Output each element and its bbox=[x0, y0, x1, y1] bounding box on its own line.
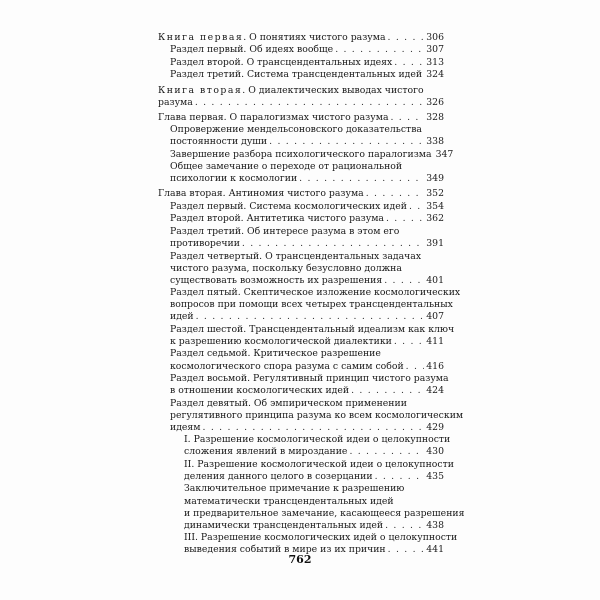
toc-page-number: 354 bbox=[426, 200, 444, 212]
toc-entry-text: Раздел четвертый. О трансцендентальных задачах bbox=[170, 250, 422, 262]
toc-entry-text: Заключительное примечание к разрешению bbox=[184, 483, 405, 495]
toc-page-number: 429 bbox=[426, 421, 444, 433]
toc-entry-text: в отношении космологических идей bbox=[170, 385, 350, 397]
toc-entry bbox=[158, 85, 444, 109]
toc-entry bbox=[158, 226, 444, 250]
toc-entry-text: II. Разрешение космологической идеи о целокупности bbox=[184, 458, 454, 470]
dot-leader bbox=[386, 213, 424, 225]
toc-entry-text: чистого разума, поскольку безусловно должна bbox=[170, 262, 402, 274]
toc-entry bbox=[158, 213, 444, 225]
dot-leader bbox=[388, 32, 425, 44]
dot-leader bbox=[203, 422, 425, 434]
toc-entry-text: Глава первая. О паралогизмах чистого разума bbox=[158, 111, 389, 123]
toc-entry-text: Раздел шестой. Трансцендентальный идеализм как ключ bbox=[170, 323, 455, 335]
dot-leader bbox=[406, 361, 425, 373]
dot-leader bbox=[335, 44, 424, 56]
toc-entry bbox=[158, 251, 444, 287]
toc-entry bbox=[158, 287, 461, 323]
toc-entry-text: математически трансцендентальных идей bbox=[184, 495, 394, 507]
toc-page-number: 338 bbox=[426, 136, 444, 148]
toc-entry bbox=[158, 32, 444, 44]
toc-entry bbox=[158, 161, 444, 185]
page-number: 762 bbox=[288, 553, 312, 566]
toc-entry-text: Раздел второй. О трансцендентальных идеях bbox=[170, 56, 393, 68]
dot-leader bbox=[394, 57, 424, 69]
toc-page-number: 430 bbox=[426, 446, 444, 458]
toc-entry-text: III. Разрешение космологических идей о целокупности bbox=[184, 532, 458, 544]
toc-book-heading: Книга первая bbox=[158, 32, 244, 43]
toc-entry-text: Опровержение мендельсоновского доказательства bbox=[170, 124, 422, 136]
toc-entry-text: Книга вторая. О диалектических выводах чистого bbox=[158, 84, 424, 96]
toc-book-heading: Книга вторая bbox=[158, 84, 243, 96]
toc-entry bbox=[158, 483, 465, 531]
dot-leader bbox=[375, 471, 425, 483]
toc-entry-text: деления данного целого в созерцании bbox=[184, 470, 373, 482]
toc-entry-text: и предварительное замечание, касающееся разрешения bbox=[184, 507, 465, 519]
toc-entry-text: Книга первая. О понятиях чистого разума bbox=[158, 32, 386, 43]
dot-leader bbox=[269, 136, 424, 148]
toc-entry bbox=[158, 434, 451, 458]
toc-page-number: 435 bbox=[426, 470, 444, 482]
toc-entry-text: Раздел девятый. Об эмпирическом применении bbox=[170, 397, 407, 409]
dot-leader bbox=[195, 97, 424, 109]
toc-entry-text: I. Разрешение космологической идеи о целокупности bbox=[184, 434, 451, 446]
toc-page-number: 362 bbox=[426, 213, 444, 225]
toc-page-number: 441 bbox=[426, 544, 444, 556]
toc-entry bbox=[158, 44, 444, 56]
dot-leader bbox=[351, 385, 424, 397]
toc-entry-text: Раздел третий. Об интересе разума в этом его bbox=[170, 225, 400, 237]
dot-leader bbox=[366, 188, 425, 200]
toc-entry bbox=[158, 373, 449, 397]
toc-page-number: 326 bbox=[426, 96, 444, 108]
toc-entry bbox=[158, 348, 444, 372]
toc-entry-text: разума bbox=[158, 96, 193, 108]
dot-leader bbox=[385, 520, 424, 532]
toc-page-number: 424 bbox=[426, 385, 444, 397]
toc-page-number: 306 bbox=[426, 32, 444, 43]
toc-page-number: 347 bbox=[435, 148, 454, 160]
toc-page-number: 411 bbox=[426, 335, 444, 347]
toc-page-number: 352 bbox=[426, 188, 444, 200]
toc-entry bbox=[158, 57, 444, 69]
toc-entry-text: постоянности души bbox=[170, 136, 268, 148]
dot-leader bbox=[394, 336, 424, 348]
toc-entry-text: Глава вторая. Антиномия чистого разума bbox=[158, 188, 364, 200]
toc-entry-text: Раздел седьмой. Критическое разрешение bbox=[170, 348, 381, 360]
dot-leader bbox=[242, 238, 424, 250]
toc-entry bbox=[158, 458, 454, 483]
toc-page-number: 438 bbox=[426, 519, 444, 531]
toc-entry bbox=[158, 69, 444, 81]
toc-entry-text: идей bbox=[170, 311, 194, 323]
toc-entry-text: Завершение разбора психологического паралогизма bbox=[170, 148, 432, 160]
toc-entry-text: противоречии bbox=[170, 238, 240, 250]
toc-entry-text: к разрешению космологической диалектики bbox=[170, 335, 392, 347]
toc-entry-text: Раздел пятый. Скептическое изложение космологических bbox=[170, 287, 461, 299]
dot-leader bbox=[299, 173, 424, 185]
table-of-contents bbox=[158, 32, 465, 557]
toc-page-number: 324 bbox=[426, 69, 444, 81]
dot-leader bbox=[409, 201, 424, 213]
toc-entry bbox=[158, 201, 444, 213]
toc-page-number: 416 bbox=[426, 360, 444, 372]
toc-page-number: 313 bbox=[426, 56, 444, 68]
toc-entry bbox=[158, 188, 444, 200]
toc-entry bbox=[158, 397, 464, 434]
toc-entry-text: существовать возможность их разрешения bbox=[170, 274, 383, 286]
toc-entry bbox=[158, 323, 455, 348]
toc-entry-text: выведения событий в мире из их причин bbox=[184, 544, 386, 556]
dot-leader bbox=[384, 275, 424, 287]
toc-page-number: 349 bbox=[426, 173, 444, 185]
toc-entry-text: Раздел второй. Антитетика чистого разума bbox=[170, 213, 384, 225]
toc-page-number: 307 bbox=[426, 44, 444, 56]
toc-entry-text: регулятивного принципа разума ко всем космологическим bbox=[170, 409, 464, 421]
toc-entry-text: динамически трансцендентальных идей bbox=[184, 519, 384, 531]
toc-entry bbox=[158, 124, 444, 148]
toc-entry-text: идеям bbox=[170, 421, 201, 433]
dot-leader bbox=[196, 311, 425, 323]
toc-entry-text: сложения явлений в мироздание bbox=[184, 446, 348, 458]
toc-entry bbox=[158, 148, 454, 161]
toc-entry-text: Раздел восьмой. Регулятивный принцип чистого разума bbox=[170, 373, 449, 384]
toc-entry bbox=[158, 112, 444, 124]
toc-entry-text: Раздел первый. Система космологических идей bbox=[170, 200, 407, 212]
toc-page-number: 328 bbox=[426, 111, 444, 123]
toc-entry-text: Раздел первый. Об идеях вообще bbox=[170, 44, 334, 56]
toc-entry-text: Общее замечание о переходе от рациональной bbox=[170, 161, 403, 173]
toc-entry-text: Раздел третий. Система трансцендентальных идей bbox=[170, 69, 423, 81]
toc-entry-text: вопросов при помощи всех четырех трансцендентальных bbox=[170, 299, 453, 311]
dot-leader bbox=[349, 446, 424, 458]
toc-page-number: 407 bbox=[426, 311, 444, 323]
toc-entry-text: космологического спора разума с самим собой bbox=[170, 360, 404, 372]
dot-leader bbox=[390, 112, 424, 124]
toc-entry-text: психологии к космологии bbox=[170, 173, 298, 185]
toc-page-number: 401 bbox=[426, 274, 444, 286]
toc-page-number: 391 bbox=[426, 238, 444, 250]
